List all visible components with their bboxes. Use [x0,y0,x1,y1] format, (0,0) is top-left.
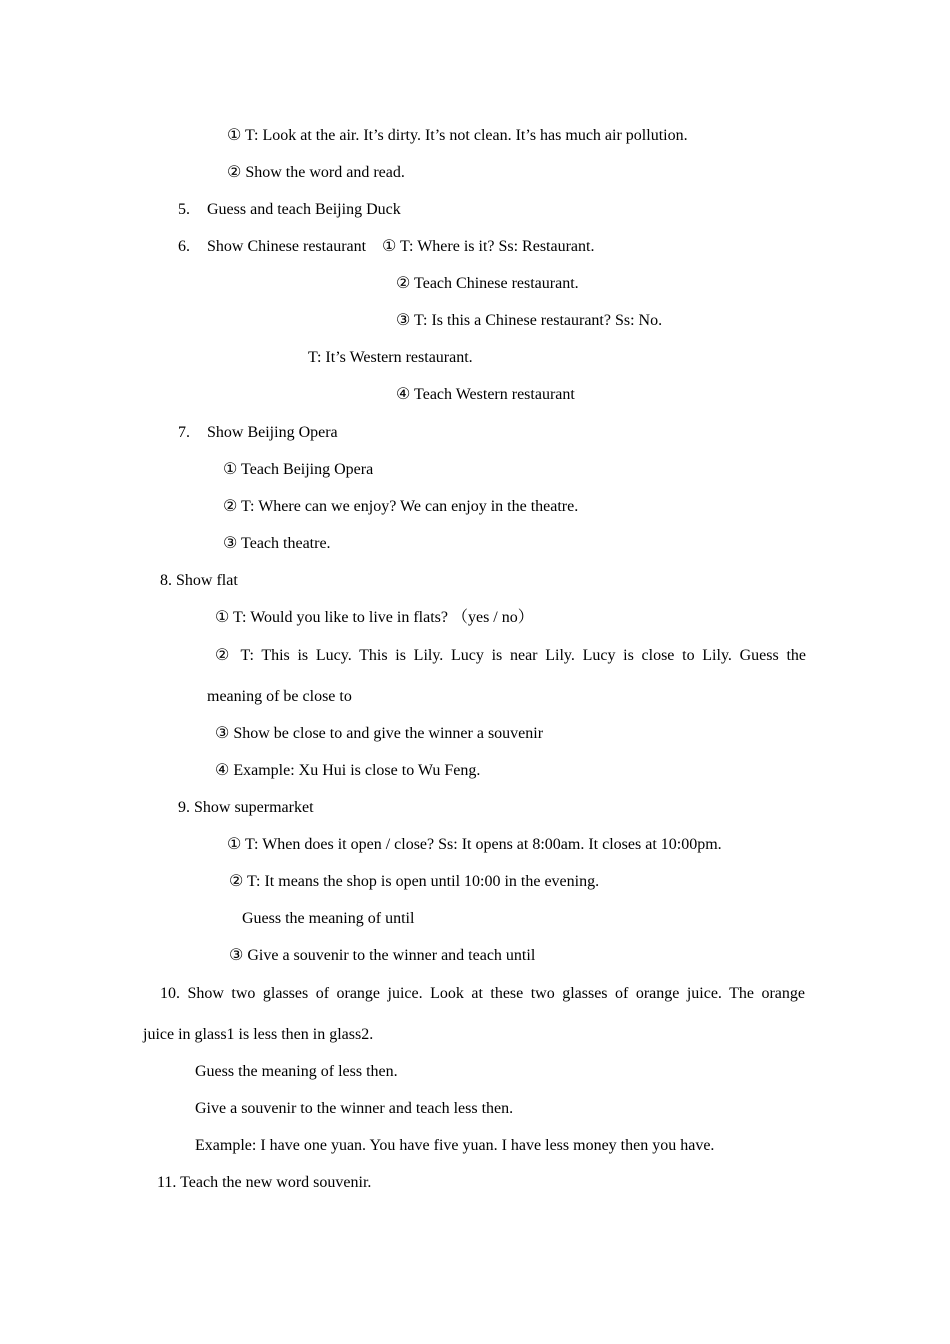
text-line: ② T: This is Lucy. This is Lily. Lucy is near Lily. Lucy is close to Lily. Guess the [215,647,806,664]
list-item-heading: 10. Show two glasses of orange juice. Look at these two glasses of orange juice. The orange [160,985,805,1002]
text-line: Give a souvenir to the winner and teach less then. [195,1100,514,1117]
text-line: ① T: Would you like to live in flats? （yes / no） [215,609,534,626]
text-line: ② T: Where can we enjoy? We can enjoy in the theatre. [223,498,579,515]
text-line: Guess the meaning of until [242,910,415,927]
text-line: ① T: When does it open / close? Ss: It opens at 8:00am. It closes at 10:00pm. [227,836,722,853]
list-number: 7. [178,424,190,441]
list-number: 5. [178,201,190,218]
list-item-heading: 9. Show supermarket [178,799,314,816]
text-line: ① T: Where is it? Ss: Restaurant. [382,238,595,255]
list-item-heading: Show Chinese restaurant [207,238,367,255]
text-line: T: It’s Western restaurant. [308,349,473,366]
text-line: meaning of be close to [207,688,352,705]
text-line: ③ Show be close to and give the winner a souvenir [215,725,544,742]
text-line: ④ Example: Xu Hui is close to Wu Feng. [215,762,481,779]
text-line: ① Teach Beijing Opera [223,461,374,478]
text-line: ② Teach Chinese restaurant. [396,275,579,292]
text-line: ③ Teach theatre. [223,535,331,552]
text-line: ② Show the word and read. [227,164,405,181]
text-line: ③ Give a souvenir to the winner and teach until [229,947,536,964]
text-line: Example: I have one yuan. You have five yuan. I have less money then you have. [195,1137,715,1154]
text-line: ① T: Look at the air. It’s dirty. It’s not clean. It’s has much air pollution. [227,127,688,144]
text-line: Guess the meaning of less then. [195,1063,398,1080]
text-line: juice in glass1 is less then in glass2. [143,1026,374,1043]
text-line: ② T: It means the shop is open until 10:00 in the evening. [229,873,600,890]
list-item-heading: Show Beijing Opera [207,424,338,441]
list-number: 6. [178,238,190,255]
list-item-heading: Guess and teach Beijing Duck [207,201,401,218]
list-item-heading: 8. Show flat [160,572,238,589]
list-item-heading: 11. Teach the new word souvenir. [157,1174,372,1191]
text-line: ④ Teach Western restaurant [396,386,575,403]
text-line: ③ T: Is this a Chinese restaurant? Ss: No. [396,312,663,329]
